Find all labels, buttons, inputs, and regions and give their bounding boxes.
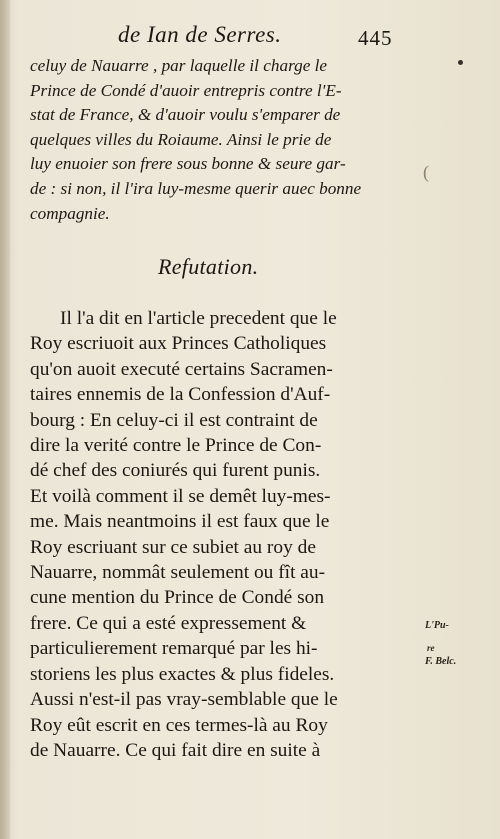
quoted-line: celuy de Nauarre , par laquelle il charge le bbox=[30, 56, 328, 75]
body-line: taires ennemis de la Confession d'Auf- bbox=[30, 384, 331, 406]
body-paragraph bbox=[30, 306, 410, 763]
body-line: particulierement remarqué par les hi- bbox=[30, 638, 318, 660]
body-line: bourg : En celuy-ci il est contraint de bbox=[30, 409, 318, 431]
quoted-line: stat de France, & d'auoir voulu s'emparer de bbox=[30, 105, 341, 125]
body-line: storiens les plus exactes & plus fideles. bbox=[30, 663, 335, 685]
body-line: frere. Ce qui a esté expressement & bbox=[30, 612, 307, 634]
body-line: Et voilà comment il se demêt luy-mes- bbox=[30, 485, 331, 507]
section-title: Refutation. bbox=[158, 254, 259, 279]
running-head: de Ian de Serres. bbox=[118, 22, 282, 47]
quoted-article bbox=[30, 54, 410, 226]
ink-spot bbox=[458, 60, 463, 65]
body-line: dé chef des coniurés qui furent punis. bbox=[30, 460, 321, 482]
quoted-line: luy enuoier son frere sous bonne & seure gar- bbox=[30, 154, 346, 174]
body-line: me. Mais neantmoins il est faux que le bbox=[30, 511, 330, 533]
body-line: qu'on auoit executé certains Sacramen- bbox=[30, 358, 333, 380]
body-line: cune mention du Prince de Condé son bbox=[30, 587, 325, 609]
margin-bracket-mark: ( bbox=[423, 162, 429, 182]
body-line: Roy escriuoit aux Princes Catholiques bbox=[30, 333, 327, 355]
page-gutter bbox=[0, 0, 10, 839]
body-line: Roy eût escrit en ces termes-là au Roy bbox=[30, 714, 328, 736]
quoted-line: quelques villes du Roiaume. Ainsi le prie de bbox=[30, 129, 332, 149]
margin-note: re bbox=[427, 643, 435, 653]
body-line: Aussi n'est-il pas vray-semblable que le bbox=[30, 689, 338, 711]
body-line: Il l'a dit en l'article precedent que le bbox=[60, 308, 337, 329]
margin-note: F. Belc. bbox=[425, 656, 457, 667]
body-line: Roy escriuant sur ce subiet au roy de bbox=[30, 536, 316, 558]
body-line: Nauarre, nommât seulement ou fît au- bbox=[30, 562, 326, 584]
page-header bbox=[118, 22, 458, 52]
quoted-line: Prince de Condé d'auoir entrepris contre l'E- bbox=[30, 80, 342, 100]
body-line: de Nauarre. Ce qui fait dire en suite à bbox=[30, 739, 321, 761]
quoted-line: de : si non, il l'ira luy-mesme querir auec bonne bbox=[30, 178, 362, 198]
quoted-line: compagnie. bbox=[30, 203, 110, 223]
body-line: dire la verité contre le Prince de Con- bbox=[30, 435, 322, 457]
margin-note: L'Pu- bbox=[425, 620, 449, 631]
page-number: 445 bbox=[358, 26, 393, 50]
